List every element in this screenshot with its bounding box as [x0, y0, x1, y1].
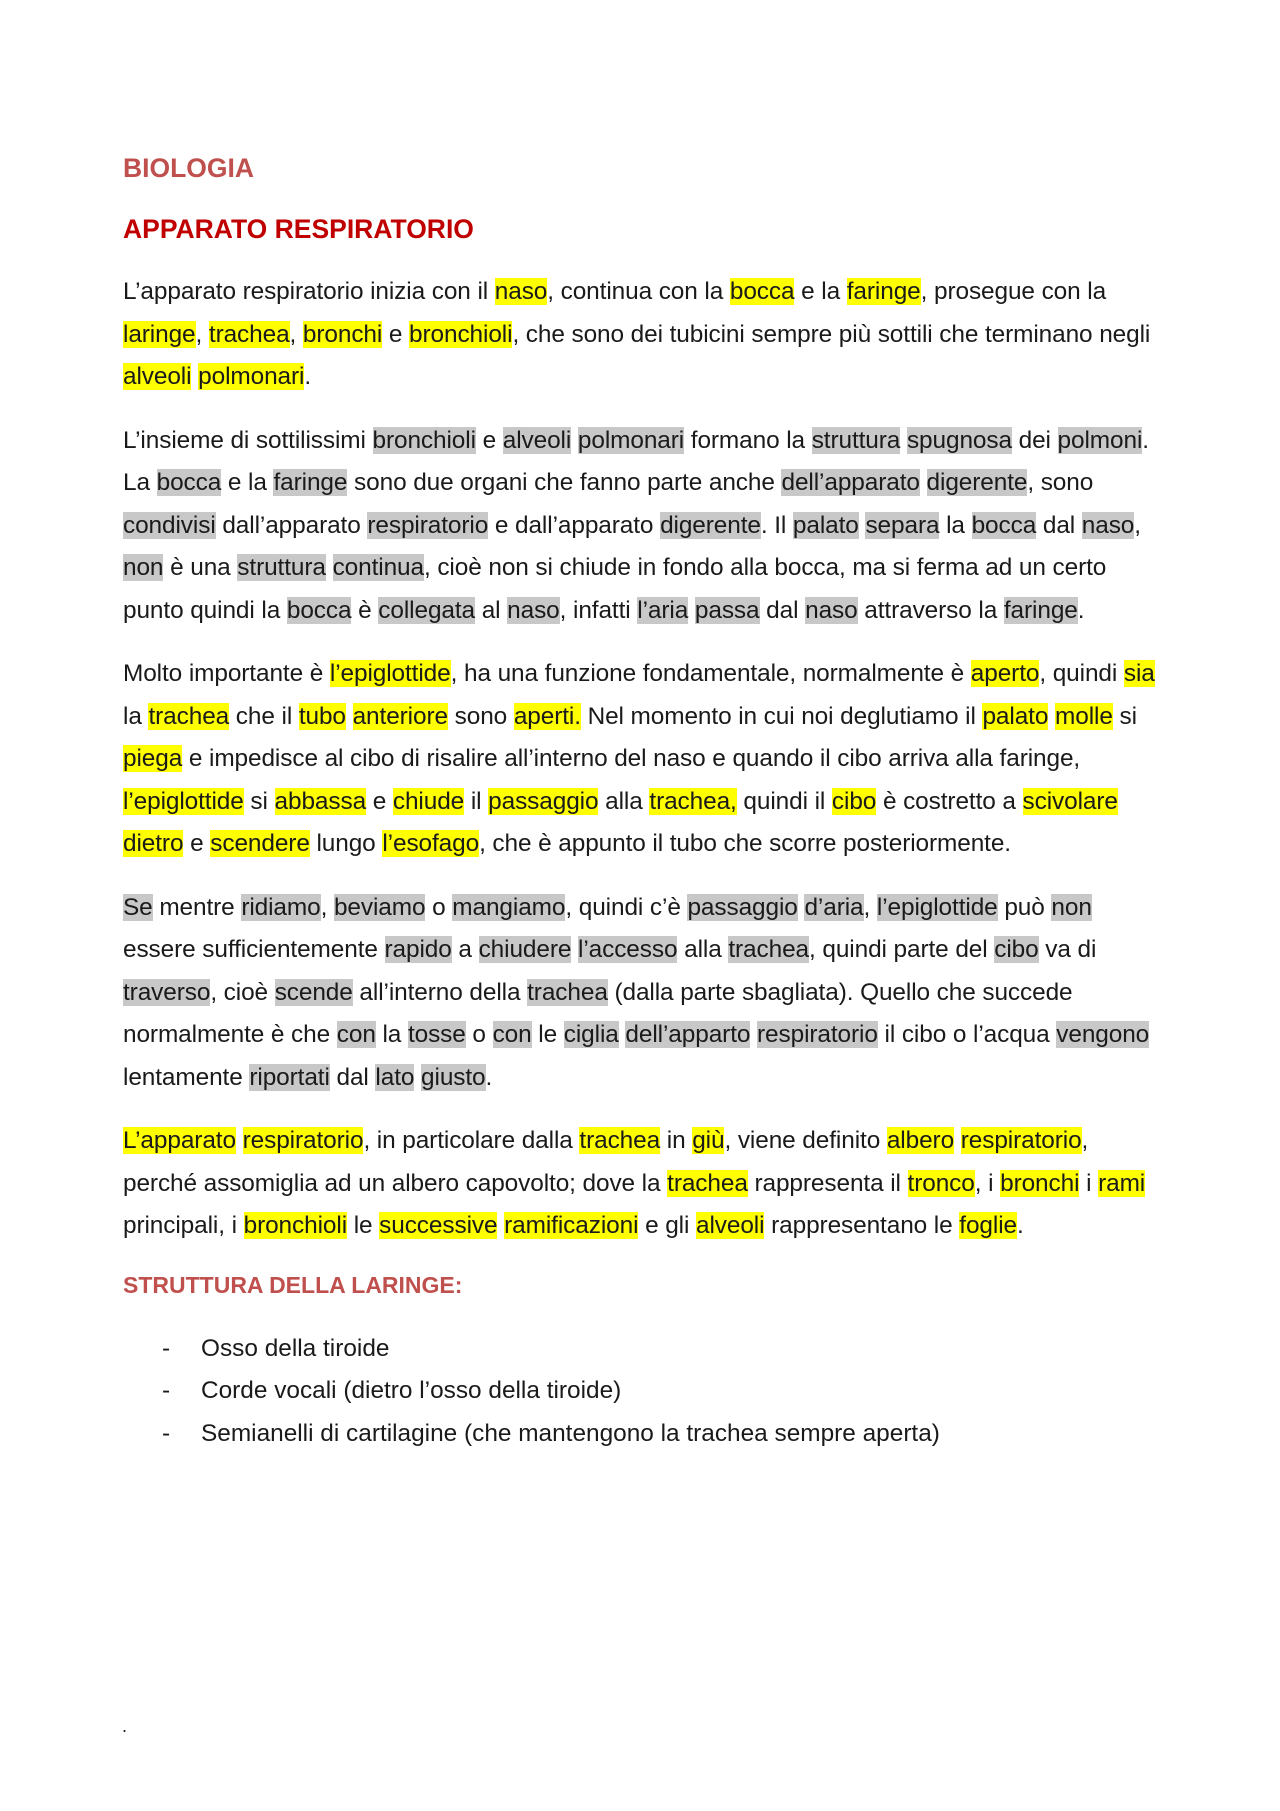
section-heading: STRUTTURA DELLA LARINGE:: [123, 1271, 463, 1298]
text-run: L’apparato respiratorio inizia con il: [123, 278, 495, 305]
list-bullet: -: [162, 1419, 171, 1447]
highlighted-term: aperto: [970, 660, 1040, 687]
gray-highlighted-term: condivisi: [123, 511, 216, 539]
text-run: [954, 1127, 961, 1154]
text-run: al: [475, 596, 508, 624]
document-subtitle: APPARATO RESPIRATORIO: [123, 214, 474, 244]
text-run: dal: [1036, 511, 1082, 539]
text-run: o: [465, 1021, 493, 1048]
gray-highlighted-term: bocca: [156, 469, 222, 496]
gray-highlighted-term: d’aria: [804, 893, 864, 921]
highlighted-term: trachea: [208, 320, 290, 348]
gray-highlighted-term: bocca: [971, 511, 1037, 539]
text-run: essere sufficientemente: [123, 936, 385, 963]
text-run: mentre: [152, 893, 242, 921]
gray-highlighted-term: giusto: [421, 1063, 486, 1091]
text-run: , quindi c’è: [565, 893, 688, 921]
text-run: . La: [123, 426, 1149, 496]
highlighted-term: rami: [1098, 1169, 1146, 1197]
highlighted-term: chiude: [392, 787, 465, 815]
text-run: [571, 936, 578, 963]
list-item: [123, 1328, 1163, 1371]
highlighted-term: naso: [494, 278, 548, 305]
text-run: la: [939, 511, 972, 539]
text-run: , perché assomiglia ad un albero capovolto; dove la: [123, 1127, 1089, 1197]
text-run: la: [375, 1021, 408, 1048]
text-run: la: [123, 702, 149, 730]
text-run: e dall’apparato: [488, 511, 661, 539]
highlighted-term: sia: [1123, 660, 1155, 687]
text-run: si: [243, 787, 275, 815]
list-bullet: -: [162, 1377, 171, 1404]
gray-highlighted-term: spugnosa: [906, 426, 1012, 454]
text-run: [236, 1127, 243, 1154]
highlighted-term: dietro: [123, 830, 184, 857]
gray-highlighted-term: digerente: [926, 469, 1028, 496]
text-run: principali, i: [123, 1212, 244, 1239]
text-run: [326, 554, 333, 581]
text-run: sono: [447, 702, 514, 730]
text-run: in: [660, 1127, 693, 1154]
gray-highlighted-term: struttura: [237, 554, 326, 581]
text-run: , cioè: [210, 978, 275, 1006]
text-run: .: [1077, 596, 1085, 624]
gray-highlighted-term: digerente: [660, 511, 761, 539]
gray-highlighted-term: riportati: [249, 1063, 330, 1091]
text-run: lentamente: [123, 1063, 250, 1091]
text-run: .: [1017, 1212, 1024, 1239]
highlighted-term: palato: [982, 702, 1049, 730]
text-run: ,: [289, 320, 303, 348]
gray-highlighted-term: passaggio: [687, 893, 798, 921]
gray-highlighted-term: dell’apparto: [625, 1021, 751, 1048]
text-run: all’interno della: [352, 978, 528, 1006]
text-run: , quindi: [1039, 660, 1124, 687]
gray-highlighted-term: cibo: [994, 936, 1039, 963]
highlighted-term: trachea: [148, 702, 230, 730]
text-run: , viene definito: [724, 1127, 887, 1154]
text-run: va di: [1038, 936, 1097, 963]
highlighted-term: tubo: [298, 702, 346, 730]
text-run: è una: [163, 554, 238, 581]
text-run: e: [366, 787, 393, 815]
text-run: [900, 427, 907, 454]
list-item: [123, 1413, 1163, 1456]
highlighted-term: ramificazioni: [504, 1212, 639, 1239]
highlighted-term: trachea: [579, 1127, 661, 1154]
text-run: e: [475, 426, 503, 454]
gray-highlighted-term: rapido: [384, 936, 452, 963]
gray-highlighted-term: continua: [332, 554, 424, 581]
highlighted-term: molle: [1055, 702, 1113, 730]
text-run: attraverso la: [857, 596, 1004, 624]
highlighted-term: alveoli: [696, 1212, 765, 1239]
gray-highlighted-term: ciglia: [563, 1021, 619, 1048]
text-run: , sono: [1027, 469, 1094, 496]
text-run: , prosegue con la: [920, 278, 1107, 305]
gray-highlighted-term: polmoni: [1057, 426, 1143, 454]
paragraph-5: [123, 1120, 1163, 1248]
gray-highlighted-term: trachea: [728, 936, 810, 963]
gray-highlighted-term: beviamo: [333, 893, 426, 921]
gray-highlighted-term: bocca: [286, 596, 352, 624]
gray-highlighted-term: con: [336, 1021, 376, 1048]
highlighted-term: tronco: [907, 1169, 975, 1197]
text-run: formano la: [684, 426, 812, 454]
gray-highlighted-term: respiratorio: [757, 1021, 878, 1048]
text-run: e la: [794, 278, 847, 305]
highlighted-term: foglie: [959, 1212, 1017, 1239]
gray-highlighted-term: passa: [694, 596, 760, 624]
gray-highlighted-term: l’aria: [637, 596, 689, 624]
gray-highlighted-term: tosse: [407, 1021, 466, 1048]
text-run: [1048, 703, 1055, 730]
footer-mark: .: [122, 1716, 128, 1736]
highlighted-term: successive: [379, 1212, 498, 1239]
text-run: lungo: [309, 830, 383, 857]
gray-highlighted-term: collegata: [378, 596, 476, 624]
paragraph-2: [123, 420, 1163, 633]
text-run: [346, 703, 353, 730]
text-run: i: [1079, 1169, 1099, 1197]
gray-highlighted-term: bronchioli: [372, 426, 476, 454]
text-run: rappresentano le: [764, 1212, 960, 1239]
gray-highlighted-term: lato: [375, 1063, 415, 1091]
text-run: e: [382, 320, 410, 348]
highlighted-term: respiratorio: [960, 1127, 1082, 1154]
text-run: il: [464, 787, 489, 815]
gray-highlighted-term: non: [123, 554, 164, 581]
text-run: è: [351, 596, 379, 624]
text-run: [920, 469, 927, 496]
text-run: , quindi parte del: [809, 936, 995, 963]
text-run: , che sono dei tubicini sempre più sottili che terminano negli: [512, 320, 1151, 348]
highlighted-term: l’epiglottide: [329, 660, 451, 687]
list-item: [123, 1370, 1163, 1413]
gray-highlighted-term: mangiamo: [452, 893, 566, 921]
highlighted-term: piega: [123, 745, 183, 772]
gray-highlighted-term: naso: [507, 596, 560, 624]
text-run: e impedisce al cibo di risalire all’interno del naso e quando il cibo arriva alla faringe,: [182, 745, 1081, 772]
gray-highlighted-term: alveoli: [502, 426, 572, 454]
gray-highlighted-term: scende: [274, 978, 353, 1006]
document-body: [123, 152, 1163, 1455]
text-run: le: [347, 1212, 380, 1239]
text-run: Molto importante è: [123, 660, 330, 687]
gray-highlighted-term: respiratorio: [367, 511, 489, 539]
text-run: (dalla parte sbagliata). Quello che succede normalmente è che: [123, 978, 1073, 1048]
gray-highlighted-term: separa: [865, 511, 940, 539]
highlighted-term: l’esofago: [382, 830, 480, 857]
document-title: BIOLOGIA: [123, 153, 255, 183]
gray-highlighted-term: dell’apparato: [781, 469, 920, 496]
text-run: o: [425, 893, 453, 921]
highlighted-term: bocca: [729, 278, 795, 305]
text-run: alla: [598, 787, 650, 815]
highlighted-term: abbassa: [274, 787, 367, 815]
text-run: ,: [863, 893, 877, 921]
text-run: [571, 427, 578, 454]
list-item-text: Semianelli di cartilagine (che mantengono la trachea sempre aperta): [201, 1419, 940, 1447]
gray-highlighted-term: naso: [805, 596, 858, 624]
gray-highlighted-term: l’epiglottide: [876, 893, 998, 921]
list-bullet: -: [162, 1334, 171, 1362]
text-run: dal: [759, 596, 806, 624]
highlighted-term: passaggio: [488, 787, 599, 815]
larynx-structure-list: [123, 1328, 1163, 1456]
text-run: .: [304, 363, 312, 390]
highlighted-term: scendere: [210, 830, 310, 857]
paragraph-4: [123, 887, 1163, 1100]
text-run: si: [1112, 702, 1137, 730]
highlighted-term: respiratorio: [242, 1127, 364, 1154]
highlighted-term: aperti.: [513, 702, 581, 730]
gray-highlighted-term: chiudere: [478, 936, 572, 963]
text-run: sono due organi che fanno parte anche: [347, 469, 782, 496]
highlighted-term: anteriore: [352, 702, 448, 730]
gray-highlighted-term: traverso: [123, 978, 211, 1006]
text-run: che il: [229, 702, 299, 730]
text-run: ,: [320, 893, 334, 921]
text-run: Nel momento in cui noi deglutiamo il: [580, 702, 983, 730]
highlighted-term: l’epiglottide: [123, 787, 244, 815]
text-run: può: [997, 893, 1052, 921]
text-run: le: [531, 1021, 564, 1048]
highlighted-term: giù: [692, 1127, 725, 1154]
text-run: .: [485, 1063, 493, 1091]
highlighted-term: trachea,: [649, 787, 737, 815]
text-run: dal: [329, 1063, 376, 1091]
highlighted-term: faringe: [846, 278, 921, 305]
paragraph-3: [123, 653, 1163, 866]
text-run: , che è appunto il tubo che scorre posteriormente.: [479, 830, 1011, 857]
list-item-text: Osso della tiroide: [201, 1334, 390, 1362]
gray-highlighted-term: palato: [792, 511, 859, 539]
highlighted-term: laringe: [123, 320, 196, 348]
text-run: dei: [1011, 426, 1058, 454]
gray-highlighted-term: polmonari: [577, 426, 685, 454]
highlighted-term: bronchi: [1000, 1169, 1080, 1197]
gray-highlighted-term: l’accesso: [578, 936, 678, 963]
text-run: a: [451, 936, 479, 963]
text-run: ,: [1134, 511, 1141, 539]
highlighted-term: polmonari: [198, 363, 305, 390]
highlighted-term: bronchioli: [409, 320, 513, 348]
text-run: quindi il: [736, 787, 832, 815]
gray-highlighted-term: non: [1051, 893, 1092, 921]
gray-highlighted-term: con: [492, 1021, 532, 1048]
highlighted-term: scivolare: [1022, 787, 1118, 815]
text-run: , ha una funzione fondamentale, normalmente è: [450, 660, 971, 687]
text-run: alla: [677, 936, 729, 963]
text-run: e: [183, 830, 211, 857]
highlighted-term: L’apparato: [123, 1127, 236, 1154]
list-item-text: Corde vocali (dietro l’osso della tiroide): [201, 1377, 622, 1404]
highlighted-term: bronchi: [302, 320, 383, 348]
highlighted-term: alveoli: [123, 363, 192, 390]
text-run: il cibo o l’acqua: [877, 1021, 1057, 1048]
gray-highlighted-term: ridiamo: [241, 893, 321, 921]
gray-highlighted-term: Se: [123, 893, 153, 921]
text-run: , cioè non si chiude in fondo alla bocca, ma si ferma ad un certo punto quindi la: [123, 554, 1107, 624]
text-run: , infatti: [559, 596, 638, 624]
text-run: e gli: [638, 1212, 696, 1239]
highlighted-term: cibo: [831, 787, 877, 815]
gray-highlighted-term: struttura: [811, 426, 901, 454]
gray-highlighted-term: naso: [1081, 511, 1135, 539]
text-run: L’insieme di sottilissimi: [123, 426, 373, 454]
paragraph-1: [123, 271, 1163, 399]
highlighted-term: bronchioli: [243, 1212, 348, 1239]
gray-highlighted-term: vengono: [1056, 1021, 1150, 1048]
text-run: dall’apparato: [215, 511, 368, 539]
text-run: , continua con la: [547, 278, 730, 305]
text-run: [688, 597, 695, 624]
gray-highlighted-term: faringe: [1003, 596, 1078, 624]
text-run: , i: [974, 1169, 1001, 1197]
gray-highlighted-term: faringe: [273, 469, 348, 496]
text-run: e la: [221, 469, 274, 496]
gray-highlighted-term: trachea: [527, 978, 608, 1006]
text-run: , in particolare dalla: [363, 1127, 580, 1154]
highlighted-term: albero: [886, 1127, 955, 1154]
text-run: rappresenta il: [747, 1169, 908, 1197]
text-run: . Il: [760, 511, 793, 539]
highlighted-term: trachea: [667, 1169, 748, 1197]
text-run: è costretto a: [876, 787, 1023, 815]
text-run: ,: [195, 320, 209, 348]
